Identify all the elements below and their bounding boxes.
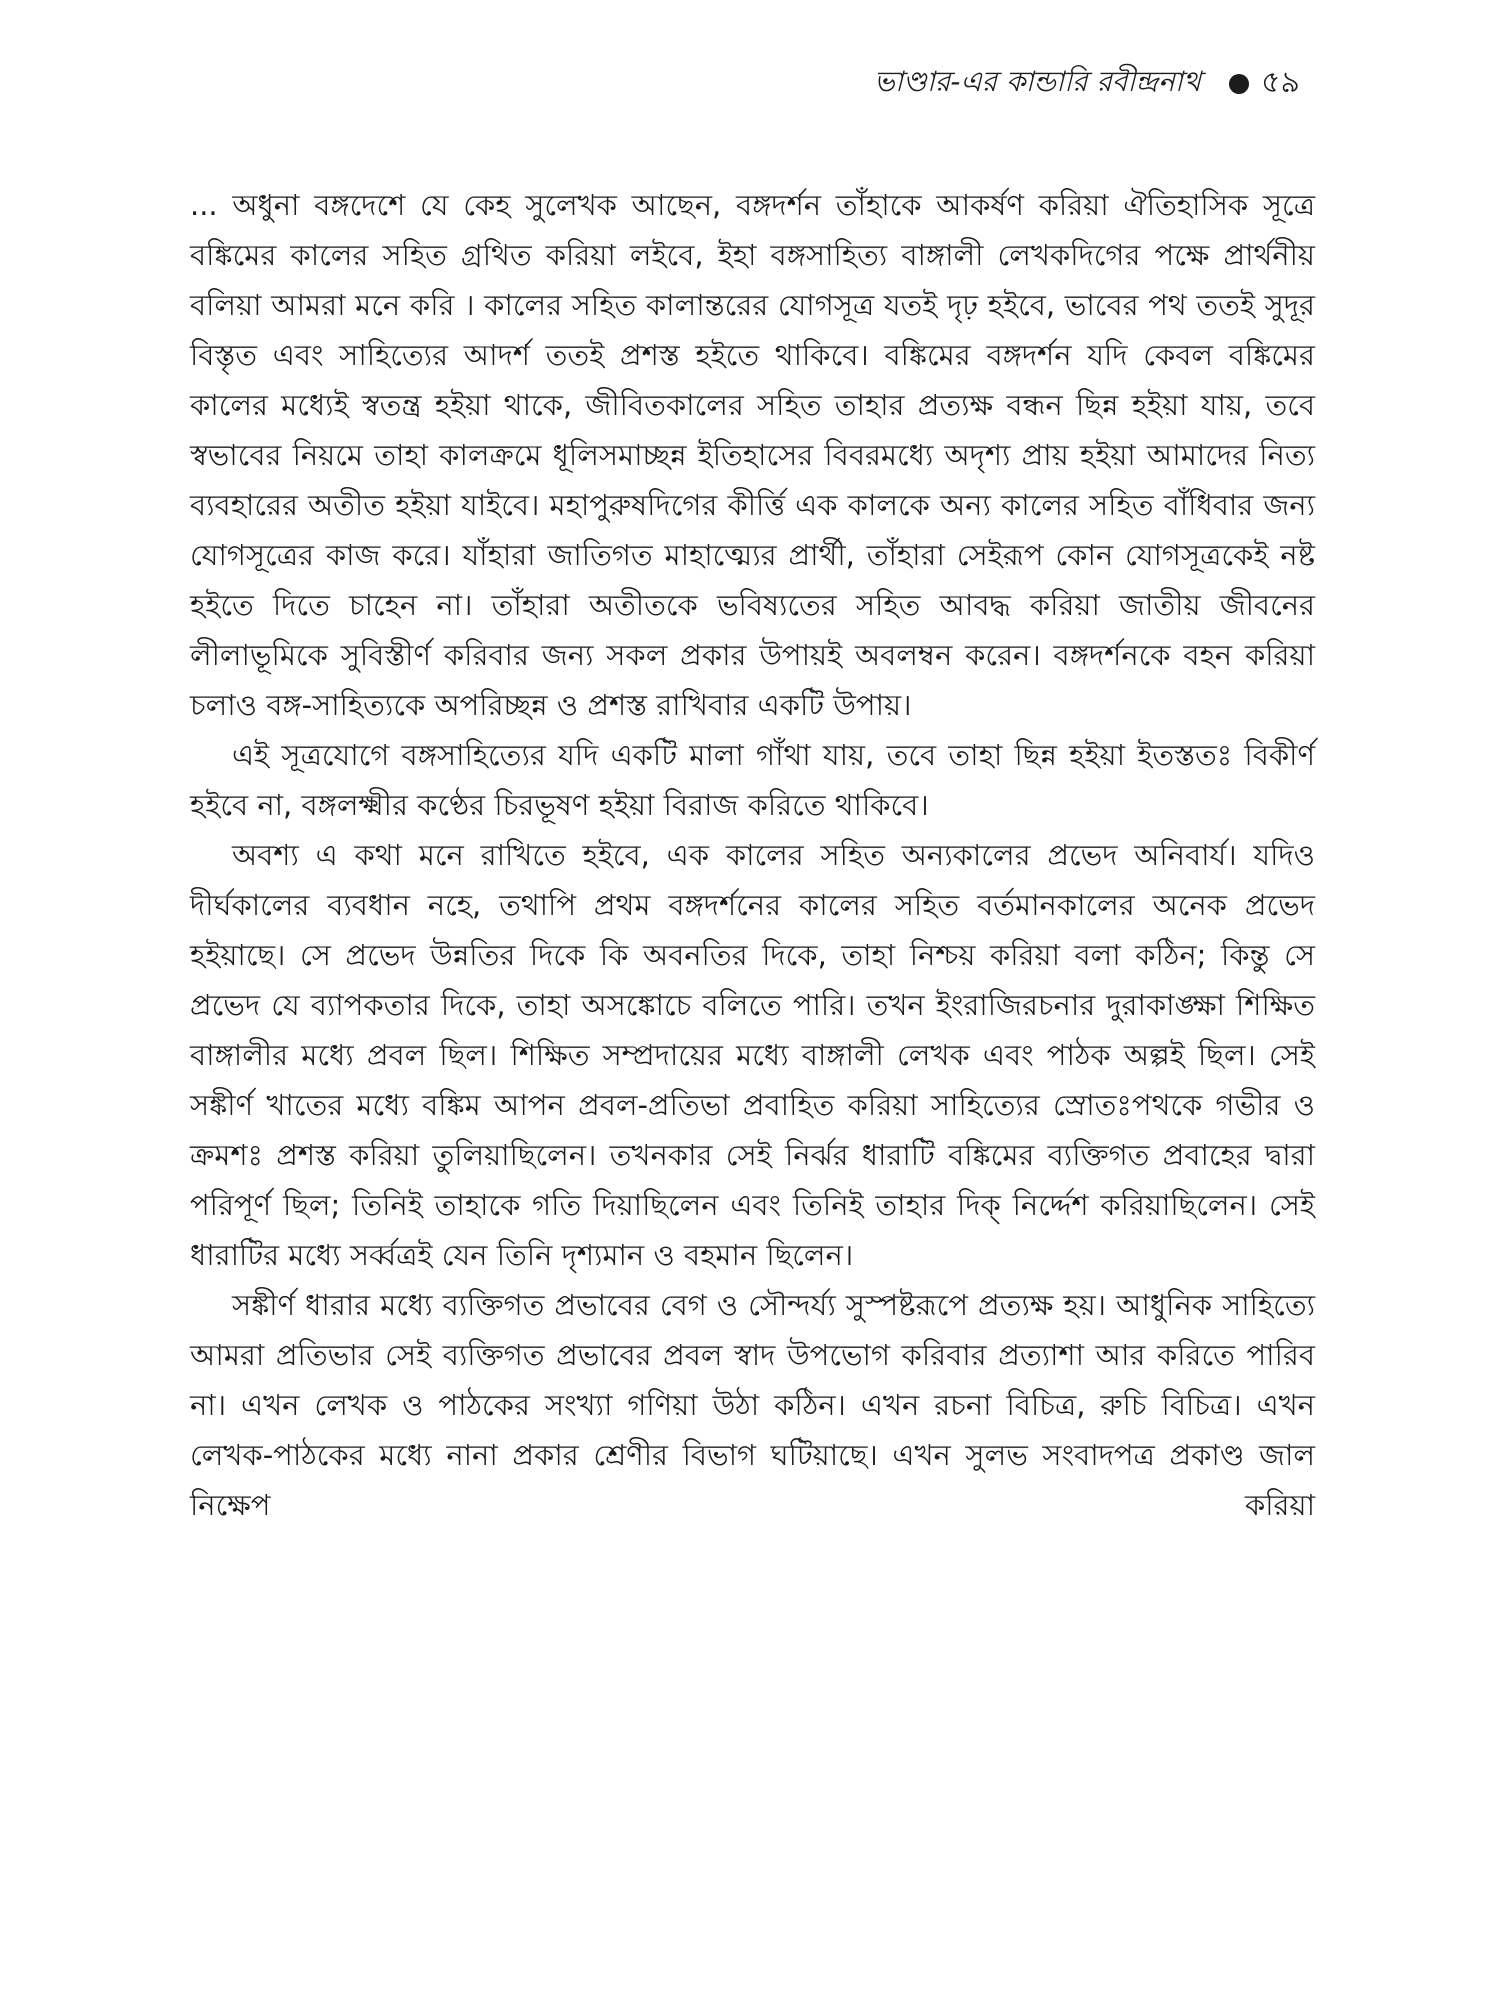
bullet-icon [1229, 74, 1249, 94]
paragraph-difference: অবশ্য এ কথা মনে রাখিতে হইবে, এক কালের সহিত অন্যকালের প্রভেদ অনিবার্য। যদিও দীর্ঘকালের ব্যবধান নহে, তথাপি প্রথম বঙ্গদর্শনের কালের সহিত বর্তমানকালের অনেক প্রভেদ হইয়াছে। সে প্রভেদ উন্নতির দিকে কি অবনতির দিকে, তাহা নিশ্চয় করিয়া বলা কঠিন; কিন্তু সে প্রভেদ যে ব্যাপকতার দিকে, তাহা অসঙ্কোচে বলিতে পারি। তখন ইংরাজিরচনার দুরাকাঙ্ক্ষা শিক্ষিত বাঙ্গালীর মধ্যে প্রবল ছিল। শিক্ষিত সম্প্রদায়ের মধ্যে বাঙ্গালী লেখক এবং পাঠক অল্পই ছিল। সেই সঙ্কীর্ণ খাতের মধ্যে বঙ্কিম আপন প্রবল-প্রতিভা প্রবাহিত করিয়া সাহিত্যের স্রোতঃপথকে গভীর ও ক্রমশঃ প্রশস্ত করিয়া তুলিয়াছিলেন। তখনকার সেই নির্ঝর ধারাটি বঙ্কিমের ব্যক্তিগত প্রবাহের দ্বারা পরিপূর্ণ ছিল; তিনিই তাহাকে গতি দিয়াছিলেন এবং তিনিই তাহার দিক্ নির্দ্দেশ করিয়াছিলেন। সেই ধারাটির মধ্যে সর্ব্বত্রই যেন তিনি দৃশ্যমান ও বহমান ছিলেন। [190, 838, 1315, 1272]
page-number: ৫৯ [1261, 65, 1300, 100]
body-text [190, 180, 1315, 1530]
paragraph-garland: এই সূত্রযোগে বঙ্গসাহিত্যের যদি একটি মালা গাঁথা যায়, তবে তাহা ছিন্ন হইয়া ইতস্ততঃ বিকীর্ণ হইবে না, বঙ্গলক্ষ্মীর কণ্ঠের চিরভূষণ হইয়া বিরাজ করিতে থাকিবে। [190, 738, 1315, 822]
paragraph-quote-opening: ... অধুনা বঙ্গদেশে যে কেহ সুলেখক আছেন, বঙ্গদর্শন তাঁহাকে আকর্ষণ করিয়া ঐতিহাসিক সূত্রে বঙ্কিমের কালের সহিত গ্রথিত করিয়া লইবে, ইহা বঙ্গসাহিত্য বাঙ্গালী লেখকদিগের পক্ষে প্রার্থনীয় বলিয়া আমরা মনে করি । কালের সহিত কালান্তরের যোগসূত্র যতই দৃঢ় হইবে, ভাবের পথ ততই সুদূর বিস্তৃত এবং সাহিত্যের আদর্শ ততই প্রশস্ত হইতে থাকিবে। বঙ্কিমের বঙ্গদর্শন যদি কেবল বঙ্কিমের কালের মধ্যেই স্বতন্ত্র হইয়া থাকে, জীবিতকালের সহিত তাহার প্রত্যক্ষ বন্ধন ছিন্ন হইয়া যায়, তবে স্বভাবের নিয়মে তাহা কালক্রমে ধূলিসমাচ্ছন্ন ইতিহাসের বিবরমধ্যে অদৃশ্য প্রায় হইয়া আমাদের নিত্য ব্যবহারের অতীত হইয়া যাইবে। মহাপুরুষদিগের কীর্ত্তি এক কালকে অন্য কালের সহিত বাঁধিবার জন্য যোগসূত্রের কাজ করে। যাঁহারা জাতিগত মাহাত্ম্যের প্রার্থী, তাঁহারা সেইরূপ কোন যোগসূত্রকেই নষ্ট হইতে দিতে চাহেন না। তাঁহারা অতীতকে ভবিষ্যতের সহিত আবদ্ধ করিয়া জাতীয় জীবনের লীলাভূমিকে সুবিস্তীর্ণ করিবার জন্য সকল প্রকার উপায়ই অবলম্বন করেন। বঙ্গদর্শনকে বহন করিয়া চলাও বঙ্গ-সাহিত্যকে অপরিচ্ছন্ন ও প্রশস্ত রাখিবার একটি উপায়। [190, 188, 1315, 722]
running-header [874, 58, 1300, 109]
running-title: ভাণ্ডার-এর কান্ডারি রবীন্দ্রনাথ [874, 65, 1202, 98]
paragraph-modern-literature: সঙ্কীর্ণ ধারার মধ্যে ব্যক্তিগত প্রভাবের বেগ ও সৌন্দর্য্য সুস্পষ্টরূপে প্রত্যক্ষ হয়। আধুনিক সাহিত্যে আমরা প্রতিভার সেই ব্যক্তিগত প্রভাবের প্রবল স্বাদ উপভোগ করিবার প্রত্যাশা আর করিতে পারিব না। এখন লেখক ও পাঠকের সংখ্যা গণিয়া উঠা কঠিন। এখন রচনা বিচিত্র, রুচি বিচিত্র। এখন লেখক-পাঠকের মধ্যে নানা প্রকার শ্রেণীর বিভাগ ঘটিয়াছে। এখন সুলভ সংবাদপত্র প্রকাণ্ড জাল নিক্ষেপ করিয়া [190, 1288, 1315, 1522]
